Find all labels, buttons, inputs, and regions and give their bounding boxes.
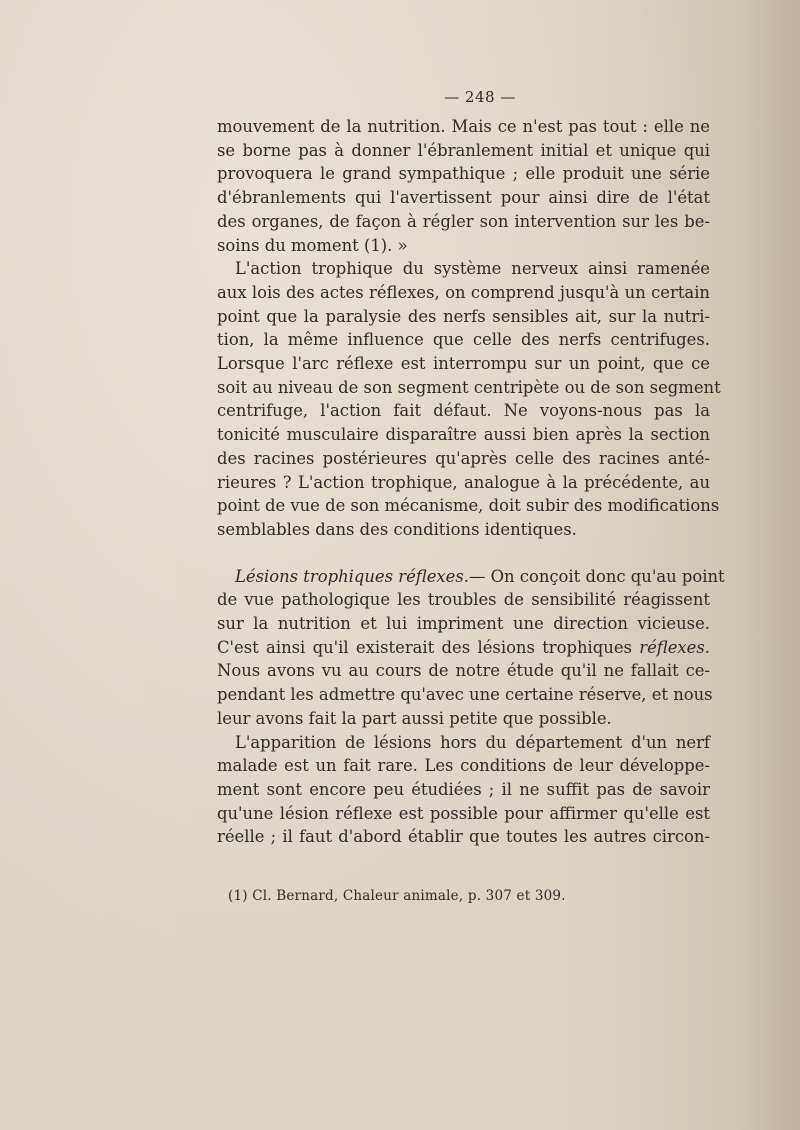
section-heading: Lésions trophiques réflexes. xyxy=(235,566,469,586)
text-line: des racines postérieures qu'après celle des racines anté- xyxy=(217,448,710,468)
text-line: qu'une lésion réflexe est possible pour affirmer qu'elle est xyxy=(217,803,710,823)
text-line: réelle ; il faut d'abord établir que toutes les autres circon- xyxy=(217,827,710,847)
text-line: pendant les admettre qu'avec une certaine réserve, et nous xyxy=(217,685,713,705)
text-line: point de vue de son mécanisme, doit subir des modifications xyxy=(217,496,720,516)
text-line: de vue pathologique les troubles de sensibilité réagissent xyxy=(217,590,710,610)
text-line: soins du moment (1). » xyxy=(217,235,408,255)
section-gap xyxy=(217,542,710,565)
text-line: L'action trophique du système nerveux ainsi ramenée xyxy=(235,259,710,279)
text-line: ment sont encore peu étudiées ; il ne suffit pas de savoir xyxy=(217,779,710,799)
text-line: se borne pas à donner l'ébranlement initial et unique qui xyxy=(217,140,710,160)
text-line: semblables dans des conditions identiques. xyxy=(217,519,577,539)
text-line xyxy=(217,565,725,589)
text-line: point que la paralysie des nerfs sensibles ait, sur la nutri- xyxy=(217,306,710,326)
text-line: Lorsque l'arc réflexe est interrompu sur un point, que ce xyxy=(217,354,710,374)
page-number: — 248 — xyxy=(444,88,516,106)
text-line: sur la nutrition et lui impriment une direction vicieuse. xyxy=(217,614,710,634)
italic-word: réflexes. xyxy=(639,637,710,657)
text-line: tion, la même influence que celle des nerfs centrifuges. xyxy=(217,330,710,350)
text-line: soit au niveau de son segment centripète ou de son segment xyxy=(217,377,721,397)
text-line: L'apparition de lésions hors du département d'un nerf xyxy=(235,732,710,752)
line-text: C'est ainsi qu'il existerait des lésions trophiques xyxy=(217,637,640,657)
text-line: aux lois des actes réflexes, on comprend jusqu'à un certain xyxy=(217,282,710,302)
text-line: rieures ? L'action trophique, analogue à la précédente, au xyxy=(217,472,710,492)
text-line xyxy=(217,636,710,660)
text-line: Nous avons vu au cours de notre étude qu'il ne fallait ce- xyxy=(217,661,710,681)
text-line: provoquera le grand sympathique ; elle produit une série xyxy=(217,164,710,184)
text-line: tonicité musculaire disparaître aussi bien après la section xyxy=(217,425,710,445)
text-line: mouvement de la nutrition. Mais ce n'est pas tout : elle ne xyxy=(217,117,710,136)
footnote: (1) Cl. Bernard, Chaleur animale, p. 307 et 309. xyxy=(228,888,566,904)
heading-continuation: — On conçoit donc qu'au point xyxy=(468,566,725,586)
body-text xyxy=(217,115,725,849)
text-line: des organes, de façon à régler son intervention sur les be- xyxy=(217,211,710,231)
text-line: leur avons fait la part aussi petite que possible. xyxy=(217,708,612,728)
text-line: centrifuge, l'action fait défaut. Ne voyons-nous pas la xyxy=(217,401,710,421)
text-line: malade est un fait rare. Les conditions de leur développe- xyxy=(217,756,710,776)
text-line: d'ébranlements qui l'avertissent pour ainsi dire de l'état xyxy=(217,188,710,208)
